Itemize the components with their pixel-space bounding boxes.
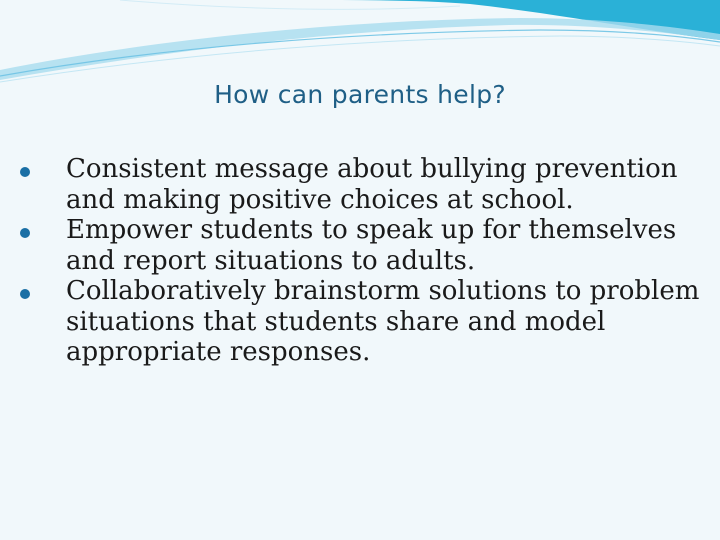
bullet-dot-icon xyxy=(20,289,30,299)
bullet-text: Collaboratively brainstorm solutions to problem situations that students share and model appropriate responses. xyxy=(66,276,700,367)
bullet-text: Consistent message about bullying prevention and making positive choices at school. xyxy=(66,154,678,215)
bullet-text: Empower students to speak up for themselves and report situations to adults. xyxy=(66,215,677,276)
bullet-dot-icon xyxy=(20,167,30,177)
slide-title: How can parents help? xyxy=(214,80,506,109)
bullet-item xyxy=(18,154,708,215)
bullet-dot-icon xyxy=(20,228,30,238)
bullet-list xyxy=(18,154,708,368)
header-wave-decoration xyxy=(0,0,720,90)
bullet-item xyxy=(18,215,708,276)
bullet-item xyxy=(18,276,708,368)
